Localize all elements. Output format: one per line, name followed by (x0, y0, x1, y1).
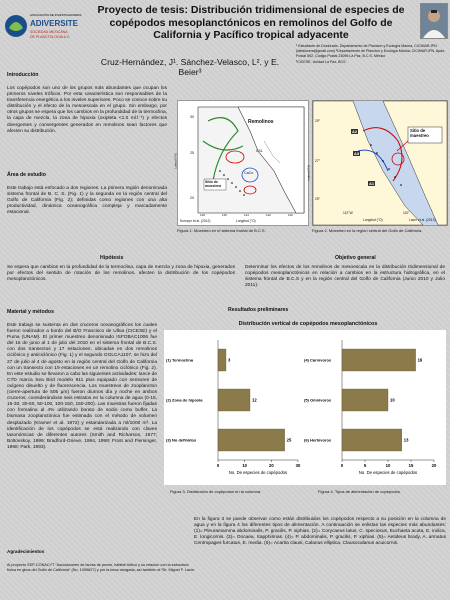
chart1-category-label-2: (2) Zona de hipoxia (166, 397, 203, 403)
fig1-credit: Kurczyn et al. (2012) (180, 219, 211, 223)
chart1-xtick-label-2: 20 (268, 463, 274, 468)
fig1-xtick-5: 110 (288, 213, 293, 217)
chart2-bar-3 (342, 429, 402, 451)
chart1-xtick-label-1: 10 (242, 463, 248, 468)
chart2-xtick-label-1: 5 (363, 463, 367, 468)
chart2-value-label-1: 16 (417, 357, 423, 363)
objetivo-text: Determinar los efectos de los remolinos de mesoescala en la distribución tridimensional de copépodos mesoplanctónicos en relación a cambios en la estructura hidrográfica, en el sistema frontal de B.C.S y en la región central del Golfo de California (Junio 2010 y Julio 2011). (245, 265, 445, 289)
fig2-yaxis-label: Latitud (°N) (306, 165, 311, 181)
chart2-x-axis-title: No. De especies de copépodos (358, 470, 418, 475)
figure-1-caption: Figura 1. Muestreo en el sistema frontal de B.C.S. (177, 228, 266, 233)
fig2-label-sitio: Sitio de muestreo (410, 128, 429, 138)
fig1-xtick-4: 112 (266, 213, 271, 217)
logo-text-2: ADIVERSITE (30, 19, 79, 28)
fig2-ytick-2: 27° (315, 159, 320, 163)
chart1-bar-2 (218, 389, 250, 411)
fig1-xtick-3: 114 (244, 213, 249, 217)
chart2-value-label-3: 13 (403, 437, 409, 443)
ack-text: Al proyecto SEP-CONACYT "Asociaciones de larvas de peces, hábitat trófico y su relación con la estructura física en giros del Golfo de California" (No. 1059627) y por la beca otorgada, así también al ¹Dr. Miguel F. Lavín. (7, 563, 196, 572)
hipotesis-text: Se espera que cambios en la profundidad de la termoclina, capa de mezcla y zona de hipoxia, generados por efectos del sentido de rotación de los remolinos, afecten la distribución de los copépodos mesoplanctónicos. (7, 265, 235, 283)
fig1-xtick-1: 118 (200, 213, 205, 217)
fig2-xtick-1: 112°W (343, 211, 353, 215)
chart1-bar-3 (218, 429, 285, 451)
chart1-xtick-label-0: 0 (216, 463, 220, 468)
fig1-xtick-2: 116 (222, 213, 227, 217)
figure-2-map (306, 100, 448, 226)
chart1-bar-1 (218, 349, 226, 371)
fig1-ytick-1: 30 (190, 115, 194, 119)
chart1-x-axis-title: No. De especies de copépodos (228, 470, 288, 475)
figure-1-map (173, 100, 309, 226)
fig1-label-remolinos: Remolinos (248, 119, 274, 125)
chart2-value-label-2: 10 (390, 397, 395, 403)
chart2-xtick-label-0: 0 (340, 463, 344, 468)
objetivo-heading: Objetivo general (335, 255, 376, 261)
fig1-label-sitio: Sitio de muestreo (205, 180, 222, 189)
chart2-xtick-label-2: 10 (385, 463, 391, 468)
chart1-value-label-1: 3 (228, 357, 231, 363)
results-heading: Resultados preliminares (228, 307, 289, 313)
fig1-ytick-3: 20 (190, 196, 194, 200)
methods-text: Este trabajo se sustenta en dos cruceros oceanográficos los cuales fueron realizados a bordo del B/O Francisco de Ulloa (CICESE) y el Puma (UNAM). El primer muestreo denominado ISFOBAC1006 fue del 15 de junio al 1 de julio del 2010 en el sistema frontal de B.C.S. con dos transectos y 17 estaciones, ubicadas en dos remolinos ciclónico y anticiclónico (Fig. 1) y el segundo GOLCA1107, se hizo del 27 de julio al 4 de agosto en la región central del Golfo de California con un transecto con 19 estaciones en un remolino ciclónico (Fig. 2). En este estudio se llevaron a cabo las siguientes actividades: lance de CTD marca Sea Bird modelo 911 plus equipado con sensores de oxígeno disuelto y de fluorescencia. Los muestreos de zooplancton (cierre-apertura de 505 μm) fueron diurnos día y noche en ambos cruceros, considerándose seis estratos en la columna de agua (0-15, 15-30, 30-50, 50-100, 100-150, 150-200). Las muestras fueron fijadas con formalina al 4% utilizando borato de sodio como buffer. La biomasa zooplanctónica fue estimada con el método de volumen desplazado (Kramer et al. 1972) y estandarizada a ml/1000 m³. La identificación de los copépodos se está realizando con claves taxonómicas de diferentes autores (Smith and Richarson, 1977; Boltovskoy, 1999; Bradford-Grieve, 1994, 1999; Frost and Fleminger, 1968; Park, 1993). (7, 323, 157, 450)
figure-3-caption: Figura 3. Distribución de copépodos en la columna. (170, 489, 262, 494)
affiliations (296, 44, 446, 66)
affiliation-2: ³CICESE. Unidad La Paz, BCS. (296, 60, 347, 64)
fig2-xtick-2: 110° (403, 211, 410, 215)
affiliation-1: ¹ Estudiante de Doctorado. Departamento de Plancton y Ecología Marina, CICIMAR-IPN. (labdiocera@gmail.com) ²Departamento de Plancton y Ecología Marina, CICIMAR-IPN. Apdo. Postal 592, Código Postal 23096 La Paz, B.C.S. México (296, 44, 446, 58)
intro-text: Los copépodos son uno de los grupos más abundantes que ocupan los primeros niveles tróficos. Por esta característica son responsables de la transferencia energética a los niveles superiores. Poco se conoce sobre su distribución y el efecto de la mesoescala en el grupo. Sin embargo, por otros grupos se espera que los cambios en la profundidad de la termoclina, la capa de mezcla, la zona de hipoxia (oxipleta <1.0 ml.l⁻¹) y efectos divergentes y convergentes generados en remolinos sean factores que afecten su distribución. (7, 86, 167, 134)
authors: Cruz-Hernández, J¹. Sánchez-Velasco, L². y E. Beier³ (100, 57, 280, 77)
methods-heading: Material y métodos (7, 309, 54, 315)
logo-text-4: DE PLANCTOLOGIA A.C. (30, 35, 71, 39)
chart2-category-label-2: (5) Omnivoros (304, 397, 332, 403)
figure-4-caption: Figura 4. Tipos de alimentación de copépodos . (318, 489, 403, 494)
author-photo (420, 3, 448, 39)
logo-text-1: ASOCIACIÓN DE INVESTIGADORES (30, 13, 82, 17)
chart2-xtick-label-4: 20 (431, 463, 437, 468)
fig2-ytick-3: 25° (315, 197, 320, 201)
bar-charts-svg (164, 330, 446, 485)
fig1-label-csl: CSL (256, 149, 263, 153)
chart1-xtick-label-3: 30 (295, 463, 301, 468)
chart2-category-label-1: (4) Carnívoros (304, 357, 332, 363)
fig1-label-caco: CaCo (244, 171, 254, 175)
fig1-ytick-2: 25 (190, 151, 194, 155)
chart2-bar-2 (342, 389, 388, 411)
fig2-credit: Lavín et al. (2013) (409, 218, 436, 222)
fig2-ytick-1: 29° (315, 119, 320, 123)
fig2-site-a2: A2 (352, 129, 358, 134)
intro-heading: Introducción (7, 72, 39, 78)
chart2-xtick-label-3: 15 (408, 463, 414, 468)
fig2-site-a1: A1 (369, 181, 375, 186)
chart1-value-label-2: 12 (252, 397, 257, 403)
fig2-xaxis-label: Longitud (°O) (363, 218, 383, 222)
results-charts (164, 330, 446, 485)
chart1-category-label-3: (3) No definidos (166, 437, 197, 443)
ack-heading: Agradecimientos (7, 549, 45, 554)
society-logo (4, 4, 84, 54)
study-area-heading: Área de estudio (7, 172, 46, 178)
chart-title: Distribución vertical de copépodos mesoplanctónicos (238, 321, 378, 327)
hipotesis-heading: Hipótesis (100, 255, 124, 261)
poster-title: Proyecto de tesis: Distribución tridimensional de especies de copépodos mesoplanctónicos en remolinos del Golfo de California y Pacífico tropical adyacente (97, 4, 405, 41)
logo-text-3: SOCIEDAD MEXICANA (30, 30, 68, 34)
fig1-yaxis-label: Latitud (°N) (173, 153, 178, 169)
results-text: En la figura 3 se puede observar como están distribuidos los copépodos respecto a su posición en la columna de agua y en la figura 4 los diferentes tipos de alimentación. A continuación se enlistan las especies más abundantes: (1)= Pleuramamma abdominalis, P. gracilis, P. xiphias. (2)= Corycaeus latus, C. speciosus, Euchaeta acuta, E. indica, E. longicornis. (3)= Oncaea, Sapphirinas. (4)= P. abdominalis, P. gracilis, P. xiphias. (5)= Aetideus brady, A. armatus Centropages furcatus, E. media. (6)= Acartia clausi, Calanus elliptica, Clausocalanus acuicornis. (194, 517, 446, 547)
chart1-value-label-3: 25 (286, 437, 292, 443)
figure-2-caption: Figura 2. Muestreo en la región central del Golfo de California. (312, 228, 423, 233)
chart2-bar-1 (342, 349, 416, 371)
chart1-category-label-1: (1) Termoclina (166, 357, 194, 363)
fig1-xaxis-label: Longitud (°O) (236, 219, 256, 223)
study-area-text: Este trabajo está enfocado a dos regiones. La primera región denominada sistema frontal de B. C. S. (Fig. 1) y la segunda en la región central del Golfo de California (Fig. 2); definidas como regiones con una alta productividad, dinámica oceanográfica compleja y marcadamente estacional. (7, 186, 167, 216)
chart2-category-label-3: (6) Herbívoros (304, 437, 332, 443)
fig2-site-a3: A3 (354, 151, 360, 156)
